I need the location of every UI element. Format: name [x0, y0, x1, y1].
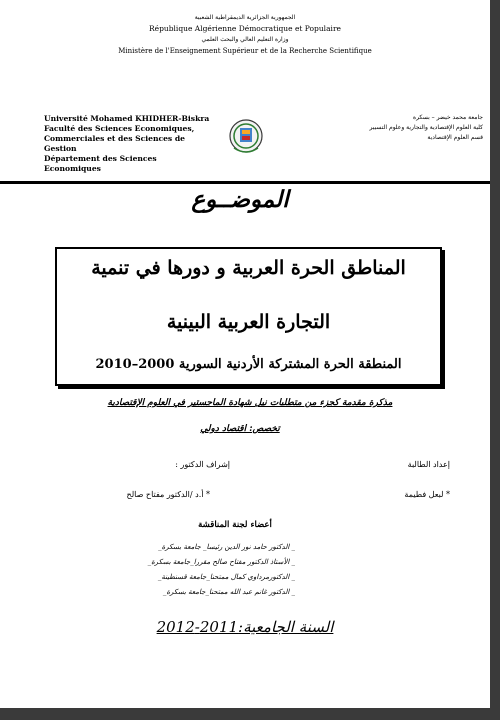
republic-arabic: الجمهورية الجزائرية الديمقراطية الشعبية	[194, 14, 296, 21]
jury-list	[115, 540, 295, 600]
thesis-title-box	[55, 247, 442, 386]
faculty-line1-fr: Faculté des Sciences Economiques,	[44, 124, 195, 133]
institution-french	[44, 114, 214, 174]
jury-title: أعضاء لجنة المناقشة	[198, 520, 272, 530]
page-bottom-shadow	[0, 708, 500, 720]
supervisor-name: * أ.د /الدكتور مفتاح صالح	[126, 490, 210, 499]
jury-member: _ الدكتور حامد نور الدين رئيسا_ جامعة بسكرة_	[158, 543, 295, 551]
university-name-fr: Université Mohamed KHIDHER-Biskra	[44, 114, 210, 123]
faculty-line2-fr: Commerciales et des Sciences de Gestion	[44, 134, 185, 153]
memo-statement: مذكرة مقدمة كجزء من متطلبات نيل شهادة الماجستير في العلوم الإقتصادية	[107, 398, 393, 408]
university-logo	[228, 118, 264, 158]
republic-french: République Algérienne Démocratique et Populaire	[149, 24, 341, 33]
thesis-subtitle: المنطقة الحرة المشتركة الأردنية السورية 2000–2010	[95, 357, 402, 372]
jury-member: _ الأستاذ الدكتور مفتاح صالح مقررا_جامعة بسكرة_	[147, 558, 295, 566]
jury-member: _ الدكتورمرداوي كمال ممتحنا_جامعة قسنطينة_	[157, 573, 295, 581]
subject-heading: الموضــوع	[191, 186, 289, 213]
student-name: * لبعل فطيمة	[404, 490, 450, 499]
institution-arabic	[355, 113, 483, 143]
thesis-title-line1: المناطق الحرة العربية و دورها في تنمية	[91, 257, 406, 279]
supervisor-label: إشراف الدكتور :	[175, 460, 230, 469]
ministry-arabic: وزارة التعليم العالي والبحث العلمي	[201, 36, 289, 43]
specialty: تخصص: اقتصاد دولي	[200, 424, 280, 434]
jury-member: _ الدكتور غانم عبد الله ممتحنا_جامعة بسكرة_	[162, 588, 295, 596]
thesis-title-line2: التجارة العربية البينية	[166, 311, 331, 333]
department-ar: قسم العلوم الإقتصادية	[427, 134, 483, 141]
prepared-by-label: إعداد الطالبة	[407, 460, 450, 469]
ministry-french: Ministère de l'Enseignement Supérieur et de la Recherche Scientifique	[118, 47, 372, 55]
faculty-ar: كلية العلوم الإقتصادية والتجارية وعلوم التسيير	[369, 124, 483, 131]
department-fr: Département des Sciences Economiques	[44, 154, 157, 173]
page-edge-shadow	[490, 0, 500, 720]
header-divider	[0, 181, 490, 184]
university-name-ar: جامعة محمد خيضر – بسكرة	[412, 114, 483, 121]
academic-year: السنة الجامعية:2011-2012	[156, 618, 334, 636]
